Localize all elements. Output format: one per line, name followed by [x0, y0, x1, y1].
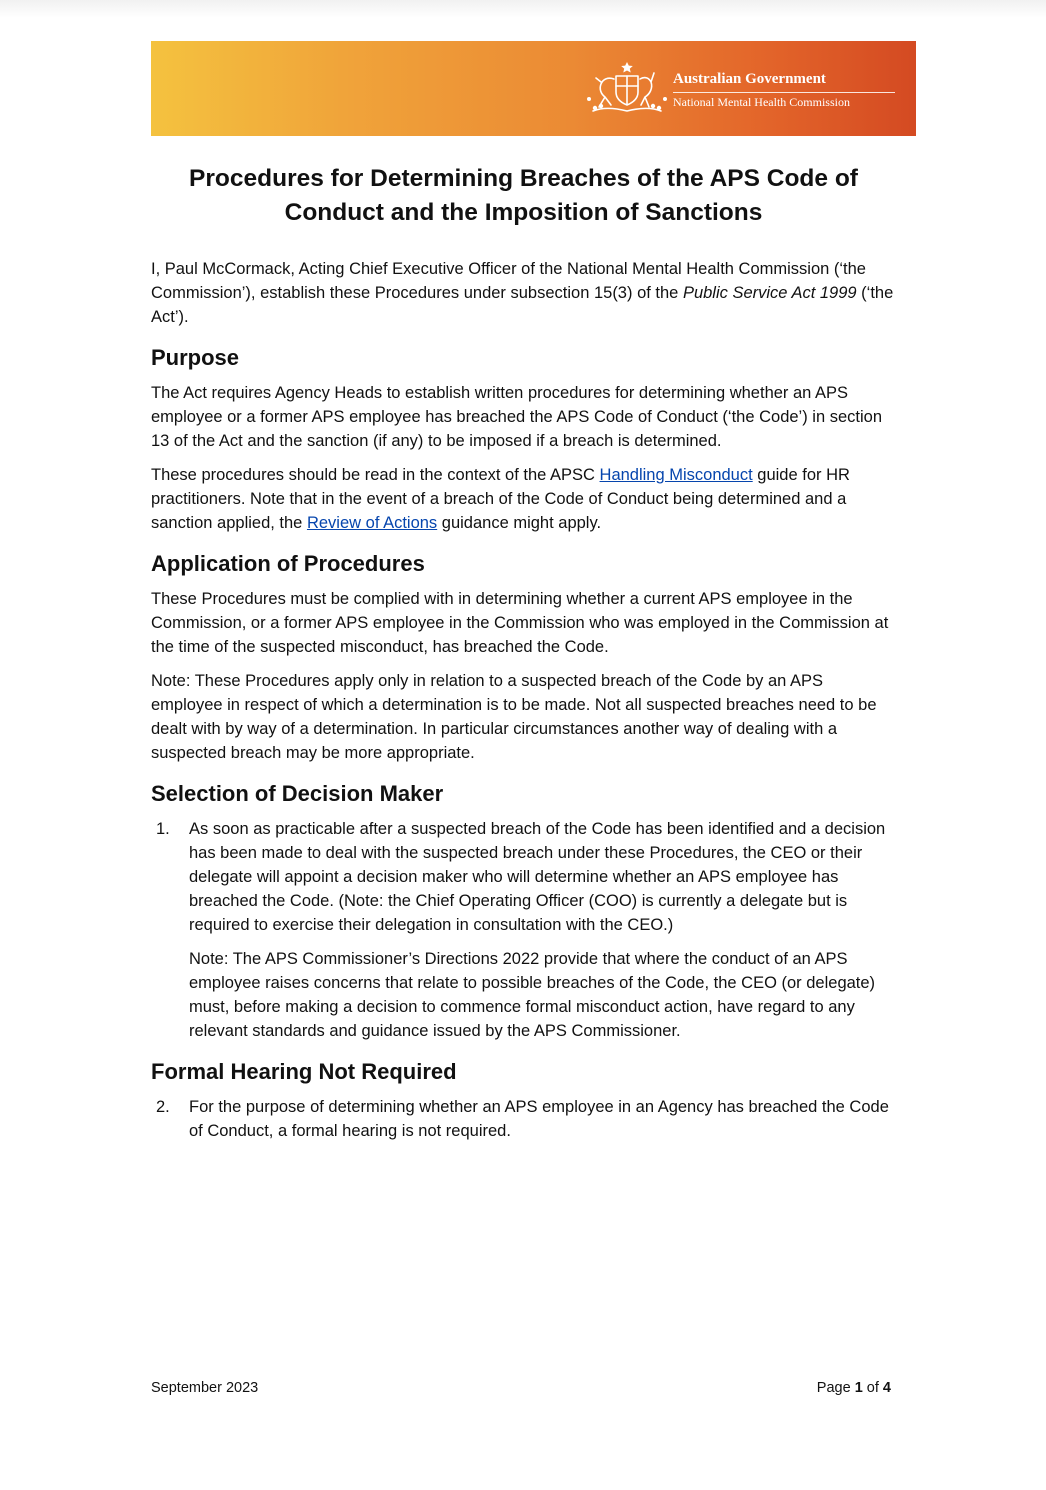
footer-page-number [817, 1380, 891, 1396]
header-banner [151, 41, 916, 136]
page-label: Page [816, 1380, 855, 1396]
purpose-paragraph-1: The Act requires Agency Heads to establish written procedures for determining whether an APS employee or a former APS employee has breached the APS Code of Conduct (‘the Code’) in section 13 of the Act and the sanction (if any) to be imposed if a breach is determined. [151, 384, 882, 450]
coat-of-arms-icon [583, 59, 671, 119]
list-item-text: For the purpose of determining whether an APS employee in an Agency has breached the Code of Conduct, a formal hearing is not required. [189, 1098, 889, 1140]
purpose-text-a: These procedures should be read in the context of the APSC [151, 466, 600, 484]
page-of: of [862, 1380, 883, 1396]
government-name: Australian Government [673, 71, 826, 87]
review-of-actions-link[interactable]: Review of Actions [306, 514, 438, 532]
page-total: 4 [882, 1380, 891, 1396]
list-item-text: As soon as practicable after a suspected breach of the Code has been identified and a decision has been made to deal with the suspected breach under these Procedures, the CEO or their delegate will appoint a decision maker who will determine whether an APS employee has breached the Code. (Note: the Chief Operating Officer (COO) is currently a delegate but is required to exercise their delegation in consultation with the CEO.) [189, 820, 886, 934]
hearing-section [151, 1057, 896, 1143]
commission-name: National Mental Health Commission [673, 95, 850, 109]
purpose-text-b: guide for HR practitioners. Note that in the event of a breach of the Code of Conduct being determined and a sanction applied, the [151, 466, 850, 532]
hearing-heading: Formal Hearing Not Required [151, 1059, 457, 1084]
application-paragraph-1: These Procedures must be complied with in determining whether a current APS employee in the Commission, or a former APS employee in the Commission who was employed in the Commission at the time of the suspected misconduct, has breached the Code. [151, 590, 889, 656]
list-item-number: 2. [156, 1098, 170, 1116]
application-heading: Application of Procedures [151, 551, 425, 576]
purpose-section [151, 343, 896, 535]
list-item [151, 1095, 896, 1143]
intro-paragraph [151, 257, 896, 329]
application-note: Note: These Procedures apply only in relation to a suspected breach of the Code by an APS employee in respect of which a determination is to be made. Not all suspected breaches need to be dealt with by way of a determination. In particular circumstances another way of dealing with a suspected breach may be more appropriate. [151, 672, 877, 762]
act-name: Public Service Act 1999 [682, 284, 857, 302]
handling-misconduct-link[interactable]: Handling Misconduct [599, 466, 753, 484]
document-title: Procedures for Determining Breaches of the APS Code of Conduct and the Imposition of Sanctions [189, 165, 858, 226]
intro-text-end: (‘the Act’). [151, 284, 894, 326]
selection-section [151, 779, 896, 1043]
list-item [151, 817, 896, 1043]
list-item-number: 1. [156, 820, 170, 838]
purpose-paragraph-2 [151, 463, 896, 535]
list-item-note: Note: The APS Commissioner’s Directions 2022 provide that where the conduct of an APS employee raises concerns that relate to possible breaches of the Code, the CEO (or delegate) must, before making a decision to commence formal misconduct action, have regard to any relevant standards and guidance issued by the APS Commissioner. [189, 950, 876, 1040]
purpose-heading: Purpose [151, 345, 240, 370]
footer-date: September 2023 [151, 1380, 259, 1396]
purpose-text-c: guidance might apply. [437, 514, 602, 532]
selection-heading: Selection of Decision Maker [151, 781, 444, 806]
intro-text: I, Paul McCormack, Acting Chief Executive Officer of the National Mental Health Commission (‘the Commission’), establish these Procedures under subsection 15(3) of the [151, 260, 866, 302]
application-section [151, 549, 896, 765]
header-divider [673, 92, 895, 93]
page-current: 1 [854, 1380, 863, 1396]
document-body [151, 162, 896, 1157]
page-top-shade [0, 0, 1046, 18]
